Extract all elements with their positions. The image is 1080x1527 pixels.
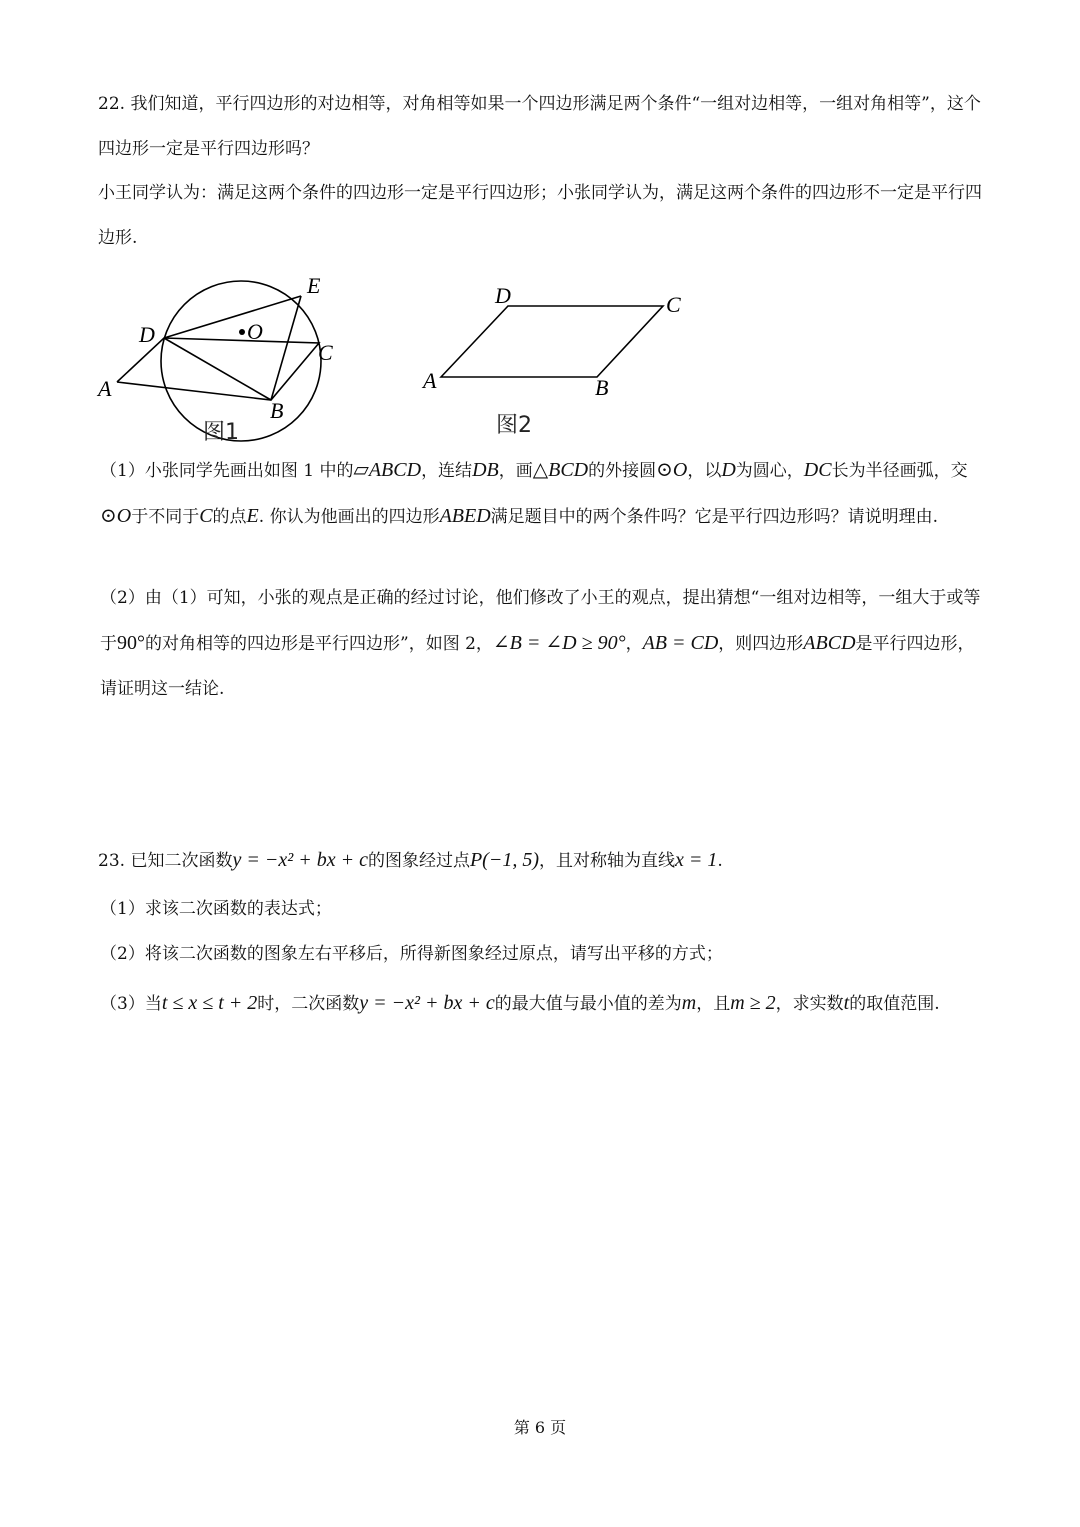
q22-p1-t1: （1）小张同学先画出如图 1 中的 xyxy=(100,461,354,481)
q22-p1-m3: △BCD xyxy=(532,459,589,481)
label-a: A xyxy=(98,376,112,401)
q22-p1-t7: 长为半径画弧，交 xyxy=(831,461,968,481)
q23-part2-text: （2）将该二次函数的图象左右平移后，所得新图象经过原点，请写出平移的方式； xyxy=(100,944,723,964)
q23-stem-m3: x = 1 xyxy=(675,849,718,871)
page-number: 第 6 页 xyxy=(513,1418,567,1437)
q23-part1-text: （1）求该二次函数的表达式； xyxy=(100,899,332,919)
q23-part2 xyxy=(100,932,990,977)
q22-p1-t11: 满足题目中的两个条件吗？它是平行四边形吗？请说明理由. xyxy=(490,507,939,527)
q22-p1-m9: E xyxy=(246,505,259,527)
q22-part1 xyxy=(100,448,990,540)
segment-eb xyxy=(271,296,301,400)
q23-p3-t6: 的取值范围. xyxy=(849,994,940,1014)
q22-p2-m2: ∠B = ∠D ≥ 90° xyxy=(492,632,626,654)
parallelogram-abcd-2 xyxy=(441,306,663,377)
q22-p1-m6: DC xyxy=(803,459,832,481)
q22-opinions-text: 小王同学认为：满足这两个条件的四边形一定是平行四边形；小张同学认为，满足这两个条件的四边形不一定是平行四边形. xyxy=(98,183,982,248)
q22-p2-t1: （2）由（1）可知，小张的观点是正确的经过讨论，他们修改了小王的观点，提出猜想“一组对边相等，一组大于或等于 xyxy=(100,588,981,654)
q23-stem xyxy=(98,838,988,884)
segment-db xyxy=(164,338,271,400)
q23-stem-t1: 23. 已知二次函数 xyxy=(98,851,233,871)
q22-part2 xyxy=(100,576,990,712)
q23-p3-m2: y = −x² + bx + c xyxy=(359,992,495,1014)
q23-p3-t3: 的最大值与最小值的差为 xyxy=(494,994,682,1014)
q22-p1-m4: ⊙O xyxy=(656,459,688,481)
q22-p1-t4: 的外接圆 xyxy=(588,461,657,481)
circle-o xyxy=(161,281,321,441)
q22-p1-m2: DB xyxy=(472,459,499,481)
q22-p1-t6: 为圆心， xyxy=(735,461,804,481)
q23-stem-t3: ，且对称轴为直线 xyxy=(539,851,675,871)
q22-p1-m8: C xyxy=(199,505,213,527)
label-o: O xyxy=(247,319,263,344)
q22-p1-m5: D xyxy=(721,459,736,481)
q22-p2-m4: ABCD xyxy=(803,632,856,654)
q23-p3-m3: m xyxy=(681,992,697,1014)
label-b-2: B xyxy=(595,375,609,400)
label-e: E xyxy=(307,273,321,298)
q22-p1-m1: ▱ABCD xyxy=(353,459,422,481)
q23-p3-t1: （3）当 xyxy=(100,994,162,1014)
label-a-2: A xyxy=(423,368,437,393)
q22-p2-t3: ， xyxy=(625,634,643,654)
q22-p1-t10: . 你认为他画出的四边形 xyxy=(258,507,440,527)
q22-intro-text: 22. 我们知道，平行四边形的对边相等，对角相等如果一个四边形满足两个条件“一组对边相等，一组对角相等”，这个四边形一定是平行四边形吗？ xyxy=(98,94,981,159)
q23-stem-m2: P(−1, 5) xyxy=(469,849,539,871)
figure-2-parallelogram-diagram xyxy=(415,278,695,408)
q22-p1-m10: ABED xyxy=(439,505,491,527)
q23-stem-t4: . xyxy=(717,851,723,871)
q23-p3-t5: ，求实数 xyxy=(775,994,844,1014)
center-point-o xyxy=(239,329,245,335)
figure-1-caption: 图1 xyxy=(203,420,239,445)
q22-p1-m7: ⊙O xyxy=(100,505,132,527)
q23-part1 xyxy=(100,887,990,932)
q23-p3-t4: ，且 xyxy=(696,994,731,1014)
q22-p1-t5: ，以 xyxy=(687,461,722,481)
label-d: D xyxy=(139,322,155,347)
label-c-2: C xyxy=(666,292,681,317)
q22-p1-t2: ，连结 xyxy=(421,461,473,481)
q22-p1-t9: 的点 xyxy=(212,507,247,527)
q23-part3 xyxy=(100,981,990,1027)
label-c: C xyxy=(318,340,333,365)
q22-opinions xyxy=(98,171,988,261)
q23-stem-m1: y = −x² + bx + c xyxy=(232,849,368,871)
q23-p3-m1: t ≤ x ≤ t + 2 xyxy=(161,992,258,1014)
label-d-2: D xyxy=(495,283,511,308)
q23-p3-m5: t xyxy=(843,992,850,1014)
segment-de xyxy=(164,296,301,338)
q22-p2-t5: 是平行四边形，请证明这一结论. xyxy=(100,634,975,699)
q22-p2-m1: 90° xyxy=(117,632,145,654)
q23-p3-m4: m ≥ 2 xyxy=(730,992,776,1014)
q22-p2-m3: AB = CD xyxy=(642,632,719,654)
label-b: B xyxy=(270,398,284,423)
q23-p3-t2: 时，二次函数 xyxy=(257,994,360,1014)
figure-2-caption: 图2 xyxy=(496,413,532,438)
q22-p2-t2: 的对角相等的四边形是平行四边形”，如图 2， xyxy=(145,634,493,654)
q22-p2-t4: ，则四边形 xyxy=(718,634,804,654)
q23-stem-t2: 的图象经过点 xyxy=(367,851,470,871)
q22-p1-t8: 于不同于 xyxy=(131,507,200,527)
q22-intro xyxy=(98,82,988,172)
q22-p1-t3: ，画 xyxy=(498,461,533,481)
